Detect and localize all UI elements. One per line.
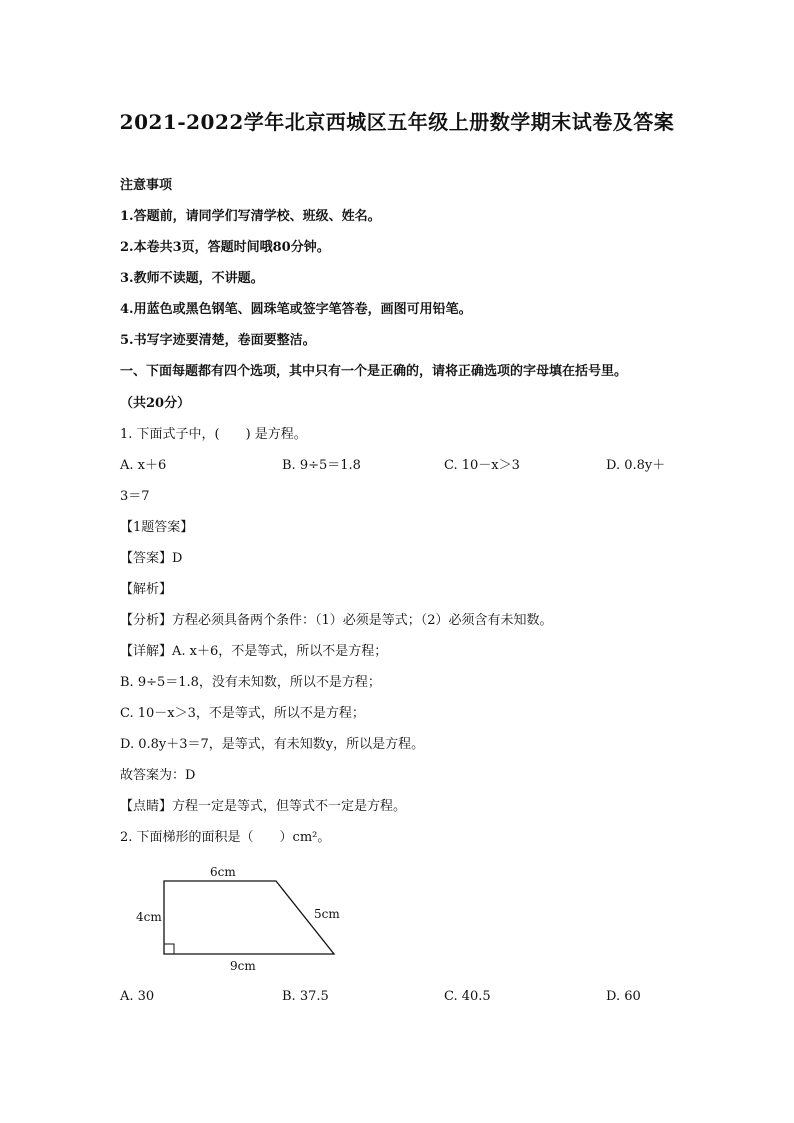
q1-stem: 1. 下面式子中，( ) 是方程。 [120, 427, 307, 442]
note-item-1: 1.答题前，请同学们写清学校、班级、姓名。 [120, 209, 381, 224]
note-item-4: 4.用蓝色或黑色钢笔、圆珠笔或签字笔答卷，画图可用铅笔。 [120, 302, 472, 317]
q1-analysis: 【分析】方程必须具备两个条件：（1）必须是等式；（2）必须含有未知数。 [120, 613, 553, 628]
notes-heading: 注意事项 [120, 178, 173, 193]
q1-detail-d: D. 0.8y＋3＝7，是等式，有未知数y，所以是方程。 [120, 737, 425, 752]
q1-answer: 【答案】D [120, 551, 183, 566]
q2-option-a: A. 30 [120, 989, 155, 1004]
label-bottom: 9cm [230, 959, 256, 973]
q2-option-b: B. 37.5 [282, 989, 329, 1004]
trapezoid-shape [164, 881, 334, 954]
q1-option-d: D. 0.8y＋ [606, 458, 666, 473]
label-right: 5cm [314, 907, 340, 921]
q2-stem: 2. 下面梯形的面积是（ ）cm²。 [120, 830, 331, 845]
q1-detail-a: 【详解】A. x＋6，不是等式，所以不是方程； [120, 644, 388, 659]
section1-points: （共20分） [120, 396, 191, 411]
label-left: 4cm [136, 910, 162, 924]
trapezoid-figure [130, 860, 350, 980]
q1-detail-c: C. 10－x＞3，不是等式，所以不是方程； [120, 706, 365, 721]
label-top: 6cm [210, 865, 236, 879]
q1-option-b: B. 9÷5＝1.8 [282, 458, 361, 473]
q2-option-d: D. 60 [606, 989, 641, 1004]
q1-answer-heading: 【1题答案】 [120, 520, 194, 535]
q1-option-c: C. 10－x＞3 [444, 458, 520, 473]
q1-option-a: A. x＋6 [120, 458, 167, 473]
q1-detail-b: B. 9÷5＝1.8，没有未知数，所以不是方程； [120, 675, 381, 690]
note-item-3: 3.教师不读题，不讲题。 [120, 271, 264, 286]
page-title: 2021-2022学年北京西城区五年级上册数学期末试卷及答案 [119, 110, 675, 134]
q2-option-c: C. 40.5 [444, 989, 491, 1004]
right-angle-mark [164, 944, 174, 954]
note-item-2: 2.本卷共3页，答题时间哦80分钟。 [120, 240, 330, 255]
note-item-5: 5.书写字迹要清楚，卷面要整洁。 [120, 333, 316, 348]
q1-note: 【点睛】方程一定是等式，但等式不一定是方程。 [120, 799, 407, 814]
q1-analysis-heading: 【解析】 [120, 582, 173, 597]
section1-heading: 一、下面每题都有四个选项，其中只有一个是正确的，请将正确选项的字母填在括号里。 [120, 364, 628, 379]
q1-conclusion: 故答案为：D [120, 768, 196, 783]
q1-option-d-wrap: 3＝7 [120, 489, 150, 504]
